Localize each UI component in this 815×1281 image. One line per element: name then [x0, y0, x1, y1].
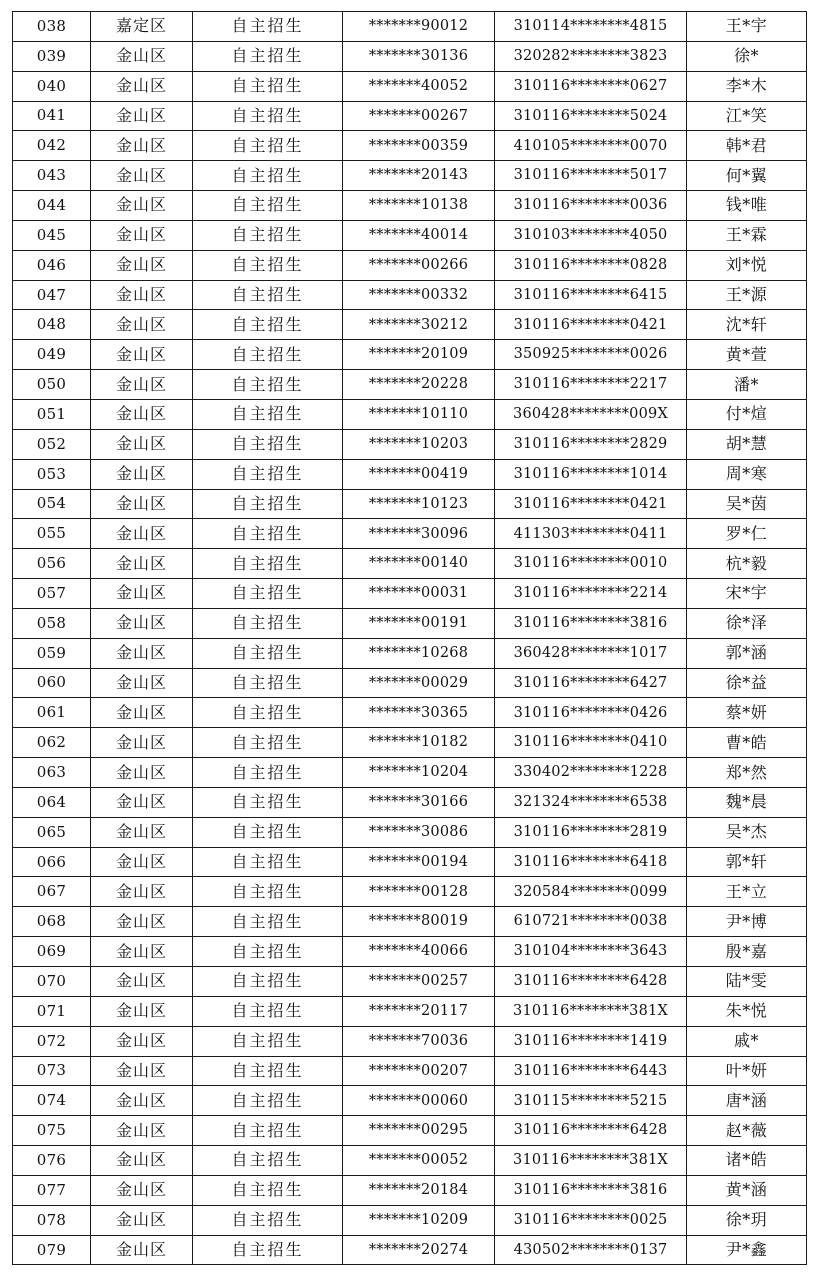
cell-id-number: 310116********2214	[495, 579, 687, 609]
cell-exam-number: *******10182	[343, 728, 495, 758]
cell-index: 047	[13, 280, 91, 310]
cell-student-name: 江*笑	[687, 101, 807, 131]
cell-id-number: 320584********0099	[495, 877, 687, 907]
cell-index: 079	[13, 1235, 91, 1265]
table-row	[13, 638, 807, 668]
cell-id-number: 310116********1014	[495, 459, 687, 489]
cell-admission-type: 自主招生	[193, 220, 343, 250]
cell-id-number: 310115********5215	[495, 1086, 687, 1116]
table-row	[13, 698, 807, 728]
cell-admission-type: 自主招生	[193, 937, 343, 967]
cell-student-name: 何*翼	[687, 161, 807, 191]
table-row	[13, 489, 807, 519]
cell-index: 042	[13, 131, 91, 161]
table-row	[13, 1146, 807, 1176]
cell-student-name: 尹*博	[687, 907, 807, 937]
cell-student-name: 殷*嘉	[687, 937, 807, 967]
cell-index: 043	[13, 161, 91, 191]
cell-student-name: 徐*泽	[687, 608, 807, 638]
table-row	[13, 847, 807, 877]
cell-id-number: 310103********4050	[495, 220, 687, 250]
cell-student-name: 沈*轩	[687, 310, 807, 340]
cell-admission-type: 自主招生	[193, 1116, 343, 1146]
table-row	[13, 1205, 807, 1235]
table-row	[13, 340, 807, 370]
cell-exam-number: *******00359	[343, 131, 495, 161]
cell-admission-type: 自主招生	[193, 340, 343, 370]
cell-index: 066	[13, 847, 91, 877]
cell-student-name: 叶*妍	[687, 1056, 807, 1086]
cell-student-name: 李*木	[687, 71, 807, 101]
cell-district: 金山区	[91, 429, 193, 459]
cell-district: 金山区	[91, 817, 193, 847]
table-row	[13, 1235, 807, 1265]
cell-exam-number: *******30365	[343, 698, 495, 728]
cell-index: 038	[13, 12, 91, 42]
cell-index: 078	[13, 1205, 91, 1235]
table-row	[13, 280, 807, 310]
cell-index: 053	[13, 459, 91, 489]
table-row	[13, 41, 807, 71]
cell-district: 金山区	[91, 310, 193, 340]
cell-id-number: 310104********3643	[495, 937, 687, 967]
cell-id-number: 310116********0410	[495, 728, 687, 758]
cell-exam-number: *******00419	[343, 459, 495, 489]
cell-index: 076	[13, 1146, 91, 1176]
cell-district: 金山区	[91, 1175, 193, 1205]
table-row	[13, 937, 807, 967]
cell-admission-type: 自主招生	[193, 399, 343, 429]
cell-student-name: 黄*涵	[687, 1175, 807, 1205]
cell-student-name: 徐*玥	[687, 1205, 807, 1235]
cell-index: 061	[13, 698, 91, 728]
cell-district: 金山区	[91, 250, 193, 280]
cell-id-number: 350925********0026	[495, 340, 687, 370]
cell-index: 039	[13, 41, 91, 71]
cell-index: 073	[13, 1056, 91, 1086]
cell-admission-type: 自主招生	[193, 817, 343, 847]
cell-index: 049	[13, 340, 91, 370]
cell-district: 金山区	[91, 877, 193, 907]
cell-index: 060	[13, 668, 91, 698]
cell-district: 金山区	[91, 1026, 193, 1056]
cell-exam-number: *******10203	[343, 429, 495, 459]
table-row	[13, 310, 807, 340]
cell-admission-type: 自主招生	[193, 101, 343, 131]
cell-id-number: 610721********0038	[495, 907, 687, 937]
cell-student-name: 韩*君	[687, 131, 807, 161]
cell-admission-type: 自主招生	[193, 41, 343, 71]
cell-admission-type: 自主招生	[193, 847, 343, 877]
cell-admission-type: 自主招生	[193, 608, 343, 638]
cell-index: 051	[13, 399, 91, 429]
cell-exam-number: *******10268	[343, 638, 495, 668]
cell-admission-type: 自主招生	[193, 191, 343, 221]
cell-admission-type: 自主招生	[193, 877, 343, 907]
table-row	[13, 370, 807, 400]
cell-student-name: 刘*悦	[687, 250, 807, 280]
table-row	[13, 1175, 807, 1205]
table-row	[13, 787, 807, 817]
cell-student-name: 潘*	[687, 370, 807, 400]
cell-exam-number: *******20143	[343, 161, 495, 191]
cell-index: 064	[13, 787, 91, 817]
cell-id-number: 310116********3816	[495, 608, 687, 638]
cell-id-number: 310116********1419	[495, 1026, 687, 1056]
cell-student-name: 戚*	[687, 1026, 807, 1056]
cell-exam-number: *******00207	[343, 1056, 495, 1086]
cell-admission-type: 自主招生	[193, 519, 343, 549]
cell-student-name: 尹*鑫	[687, 1235, 807, 1265]
cell-district: 嘉定区	[91, 12, 193, 42]
cell-district: 金山区	[91, 728, 193, 758]
cell-exam-number: *******00060	[343, 1086, 495, 1116]
cell-student-name: 徐*	[687, 41, 807, 71]
cell-district: 金山区	[91, 549, 193, 579]
cell-district: 金山区	[91, 71, 193, 101]
cell-id-number: 310116********0828	[495, 250, 687, 280]
cell-student-name: 吴*杰	[687, 817, 807, 847]
cell-index: 045	[13, 220, 91, 250]
cell-admission-type: 自主招生	[193, 429, 343, 459]
cell-id-number: 310116********6443	[495, 1056, 687, 1086]
cell-exam-number: *******00140	[343, 549, 495, 579]
cell-district: 金山区	[91, 1116, 193, 1146]
cell-exam-number: *******10110	[343, 399, 495, 429]
cell-id-number: 360428********009X	[495, 399, 687, 429]
cell-id-number: 430502********0137	[495, 1235, 687, 1265]
cell-district: 金山区	[91, 101, 193, 131]
cell-exam-number: *******00029	[343, 668, 495, 698]
cell-district: 金山区	[91, 489, 193, 519]
cell-district: 金山区	[91, 967, 193, 997]
cell-district: 金山区	[91, 399, 193, 429]
cell-district: 金山区	[91, 280, 193, 310]
cell-index: 056	[13, 549, 91, 579]
cell-district: 金山区	[91, 161, 193, 191]
cell-admission-type: 自主招生	[193, 250, 343, 280]
cell-exam-number: *******30096	[343, 519, 495, 549]
cell-id-number: 310116********6427	[495, 668, 687, 698]
cell-id-number: 310116********0010	[495, 549, 687, 579]
table-row	[13, 250, 807, 280]
cell-id-number: 310116********2819	[495, 817, 687, 847]
cell-admission-type: 自主招生	[193, 12, 343, 42]
cell-admission-type: 自主招生	[193, 310, 343, 340]
cell-student-name: 郑*然	[687, 758, 807, 788]
cell-student-name: 赵*薇	[687, 1116, 807, 1146]
table-row	[13, 996, 807, 1026]
cell-id-number: 321324********6538	[495, 787, 687, 817]
table-row	[13, 71, 807, 101]
table-row	[13, 459, 807, 489]
cell-index: 077	[13, 1175, 91, 1205]
cell-admission-type: 自主招生	[193, 967, 343, 997]
cell-exam-number: *******80019	[343, 907, 495, 937]
cell-student-name: 胡*慧	[687, 429, 807, 459]
cell-index: 065	[13, 817, 91, 847]
cell-district: 金山区	[91, 191, 193, 221]
cell-district: 金山区	[91, 1205, 193, 1235]
cell-exam-number: *******30166	[343, 787, 495, 817]
cell-admission-type: 自主招生	[193, 1175, 343, 1205]
cell-district: 金山区	[91, 787, 193, 817]
cell-exam-number: *******30086	[343, 817, 495, 847]
cell-admission-type: 自主招生	[193, 787, 343, 817]
table-row	[13, 1026, 807, 1056]
cell-exam-number: *******00267	[343, 101, 495, 131]
cell-index: 068	[13, 907, 91, 937]
cell-id-number: 310116********5017	[495, 161, 687, 191]
cell-admission-type: 自主招生	[193, 728, 343, 758]
table-row	[13, 728, 807, 758]
cell-exam-number: *******00031	[343, 579, 495, 609]
cell-exam-number: *******10123	[343, 489, 495, 519]
cell-exam-number: *******10204	[343, 758, 495, 788]
cell-id-number: 310116********0426	[495, 698, 687, 728]
cell-admission-type: 自主招生	[193, 579, 343, 609]
table-body	[13, 12, 807, 1265]
table-row	[13, 579, 807, 609]
cell-district: 金山区	[91, 937, 193, 967]
cell-student-name: 周*寒	[687, 459, 807, 489]
table-row	[13, 549, 807, 579]
cell-index: 054	[13, 489, 91, 519]
cell-index: 074	[13, 1086, 91, 1116]
cell-exam-number: *******00052	[343, 1146, 495, 1176]
cell-district: 金山区	[91, 459, 193, 489]
cell-id-number: 330402********1228	[495, 758, 687, 788]
cell-student-name: 付*煊	[687, 399, 807, 429]
cell-index: 057	[13, 579, 91, 609]
cell-id-number: 310116********0421	[495, 489, 687, 519]
cell-admission-type: 自主招生	[193, 1205, 343, 1235]
cell-id-number: 310116********6418	[495, 847, 687, 877]
cell-index: 069	[13, 937, 91, 967]
cell-id-number: 310116********381X	[495, 1146, 687, 1176]
cell-exam-number: *******40014	[343, 220, 495, 250]
cell-id-number: 310116********0025	[495, 1205, 687, 1235]
cell-exam-number: *******40066	[343, 937, 495, 967]
cell-student-name: 诸*皓	[687, 1146, 807, 1176]
cell-student-name: 王*霖	[687, 220, 807, 250]
table-row	[13, 429, 807, 459]
cell-index: 048	[13, 310, 91, 340]
cell-index: 059	[13, 638, 91, 668]
cell-id-number: 310116********5024	[495, 101, 687, 131]
cell-district: 金山区	[91, 608, 193, 638]
cell-student-name: 唐*涵	[687, 1086, 807, 1116]
cell-district: 金山区	[91, 220, 193, 250]
cell-district: 金山区	[91, 996, 193, 1026]
cell-admission-type: 自主招生	[193, 907, 343, 937]
cell-exam-number: *******90012	[343, 12, 495, 42]
cell-index: 052	[13, 429, 91, 459]
table-row	[13, 907, 807, 937]
table-row	[13, 12, 807, 42]
cell-exam-number: *******00128	[343, 877, 495, 907]
cell-admission-type: 自主招生	[193, 668, 343, 698]
cell-id-number: 310116********0036	[495, 191, 687, 221]
cell-exam-number: *******30136	[343, 41, 495, 71]
cell-student-name: 曹*皓	[687, 728, 807, 758]
cell-admission-type: 自主招生	[193, 459, 343, 489]
cell-admission-type: 自主招生	[193, 1235, 343, 1265]
cell-index: 058	[13, 608, 91, 638]
cell-admission-type: 自主招生	[193, 131, 343, 161]
cell-admission-type: 自主招生	[193, 161, 343, 191]
cell-student-name: 杭*毅	[687, 549, 807, 579]
admission-list-table	[12, 11, 807, 1265]
table-row	[13, 817, 807, 847]
cell-id-number: 411303********0411	[495, 519, 687, 549]
table-row	[13, 1056, 807, 1086]
cell-admission-type: 自主招生	[193, 1026, 343, 1056]
cell-index: 071	[13, 996, 91, 1026]
table-row	[13, 101, 807, 131]
cell-student-name: 王*源	[687, 280, 807, 310]
table-row	[13, 877, 807, 907]
cell-student-name: 钱*唯	[687, 191, 807, 221]
cell-district: 金山区	[91, 370, 193, 400]
table-row	[13, 1116, 807, 1146]
cell-exam-number: *******20184	[343, 1175, 495, 1205]
cell-id-number: 310116********381X	[495, 996, 687, 1026]
cell-district: 金山区	[91, 907, 193, 937]
cell-district: 金山区	[91, 638, 193, 668]
cell-admission-type: 自主招生	[193, 758, 343, 788]
cell-student-name: 吴*茵	[687, 489, 807, 519]
table-row	[13, 519, 807, 549]
table-row	[13, 608, 807, 638]
cell-exam-number: *******40052	[343, 71, 495, 101]
cell-exam-number: *******30212	[343, 310, 495, 340]
cell-exam-number: *******00191	[343, 608, 495, 638]
cell-id-number: 310116********6415	[495, 280, 687, 310]
cell-district: 金山区	[91, 758, 193, 788]
cell-index: 063	[13, 758, 91, 788]
cell-student-name: 罗*仁	[687, 519, 807, 549]
cell-district: 金山区	[91, 1086, 193, 1116]
table-row	[13, 668, 807, 698]
cell-exam-number: *******10209	[343, 1205, 495, 1235]
cell-index: 041	[13, 101, 91, 131]
cell-index: 050	[13, 370, 91, 400]
cell-id-number: 310116********0627	[495, 71, 687, 101]
cell-exam-number: *******20117	[343, 996, 495, 1026]
cell-district: 金山区	[91, 579, 193, 609]
cell-admission-type: 自主招生	[193, 698, 343, 728]
cell-admission-type: 自主招生	[193, 1056, 343, 1086]
cell-id-number: 360428********1017	[495, 638, 687, 668]
cell-index: 062	[13, 728, 91, 758]
table-row	[13, 191, 807, 221]
cell-exam-number: *******20228	[343, 370, 495, 400]
cell-exam-number: *******00194	[343, 847, 495, 877]
cell-student-name: 蔡*妍	[687, 698, 807, 728]
table-row	[13, 161, 807, 191]
cell-district: 金山区	[91, 847, 193, 877]
cell-index: 040	[13, 71, 91, 101]
cell-exam-number: *******70036	[343, 1026, 495, 1056]
cell-id-number: 410105********0070	[495, 131, 687, 161]
cell-student-name: 王*宇	[687, 12, 807, 42]
cell-index: 055	[13, 519, 91, 549]
cell-id-number: 320282********3823	[495, 41, 687, 71]
cell-id-number: 310116********2217	[495, 370, 687, 400]
table-row	[13, 399, 807, 429]
cell-district: 金山区	[91, 41, 193, 71]
cell-exam-number: *******10138	[343, 191, 495, 221]
cell-district: 金山区	[91, 519, 193, 549]
cell-admission-type: 自主招生	[193, 996, 343, 1026]
cell-district: 金山区	[91, 1146, 193, 1176]
cell-admission-type: 自主招生	[193, 280, 343, 310]
cell-student-name: 朱*悦	[687, 996, 807, 1026]
cell-id-number: 310116********0421	[495, 310, 687, 340]
cell-admission-type: 自主招生	[193, 638, 343, 668]
cell-id-number: 310116********3816	[495, 1175, 687, 1205]
cell-exam-number: *******00332	[343, 280, 495, 310]
table-row	[13, 220, 807, 250]
cell-district: 金山区	[91, 1235, 193, 1265]
table-row	[13, 967, 807, 997]
cell-district: 金山区	[91, 698, 193, 728]
cell-id-number: 310116********6428	[495, 967, 687, 997]
cell-id-number: 310114********4815	[495, 12, 687, 42]
cell-student-name: 陆*雯	[687, 967, 807, 997]
cell-student-name: 黄*萱	[687, 340, 807, 370]
table-row	[13, 758, 807, 788]
cell-exam-number: *******20274	[343, 1235, 495, 1265]
cell-id-number: 310116********2829	[495, 429, 687, 459]
cell-exam-number: *******20109	[343, 340, 495, 370]
cell-index: 070	[13, 967, 91, 997]
table-row	[13, 131, 807, 161]
cell-exam-number: *******00295	[343, 1116, 495, 1146]
cell-student-name: 魏*晨	[687, 787, 807, 817]
cell-admission-type: 自主招生	[193, 489, 343, 519]
cell-district: 金山区	[91, 668, 193, 698]
cell-id-number: 310116********6428	[495, 1116, 687, 1146]
cell-index: 046	[13, 250, 91, 280]
cell-student-name: 郭*涵	[687, 638, 807, 668]
cell-admission-type: 自主招生	[193, 370, 343, 400]
cell-district: 金山区	[91, 131, 193, 161]
cell-student-name: 宋*宇	[687, 579, 807, 609]
table-row	[13, 1086, 807, 1116]
cell-index: 044	[13, 191, 91, 221]
cell-admission-type: 自主招生	[193, 1086, 343, 1116]
cell-index: 075	[13, 1116, 91, 1146]
cell-exam-number: *******00257	[343, 967, 495, 997]
cell-admission-type: 自主招生	[193, 71, 343, 101]
cell-index: 072	[13, 1026, 91, 1056]
cell-admission-type: 自主招生	[193, 549, 343, 579]
cell-student-name: 王*立	[687, 877, 807, 907]
cell-admission-type: 自主招生	[193, 1146, 343, 1176]
cell-student-name: 郭*轩	[687, 847, 807, 877]
cell-district: 金山区	[91, 1056, 193, 1086]
cell-exam-number: *******00266	[343, 250, 495, 280]
cell-index: 067	[13, 877, 91, 907]
cell-student-name: 徐*益	[687, 668, 807, 698]
cell-district: 金山区	[91, 340, 193, 370]
